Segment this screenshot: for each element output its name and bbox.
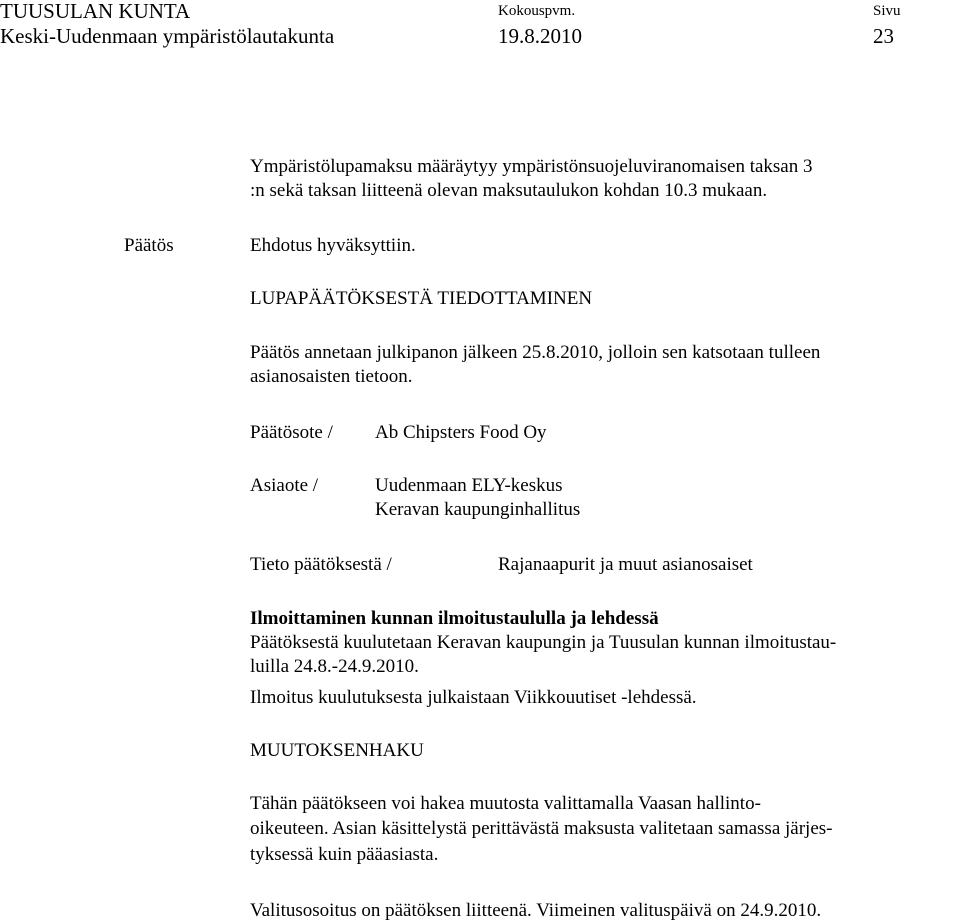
notice-line-1: Päätös annetaan julkipanon jälkeen 25.8.2010, jolloin sen katsotaan tulleen <box>250 342 821 363</box>
appeal-heading: MUUTOKSENHAKU <box>250 740 424 761</box>
extract-recipient-1: Uudenmaan ELY-keskus <box>375 475 563 496</box>
meeting-date: 19.8.2010 <box>498 24 582 48</box>
recipient-label: Päätösote / <box>250 422 333 443</box>
extract-recipient-2: Keravan kaupunginhallitus <box>375 499 581 520</box>
announce-line-2: luilla 24.8.-24.9.2010. <box>250 656 419 677</box>
decision-label: Päätös <box>124 235 174 256</box>
info-value: Rajanaapurit ja muut asianosaiset <box>498 554 753 575</box>
appeal-final: Valitusosoitus on päätöksen liitteenä. Viimeinen valituspäivä on 24.9.2010. <box>250 900 822 921</box>
recipient: Ab Chipsters Food Oy <box>375 422 547 443</box>
notice-line-2: asianosaisten tietoon. <box>250 366 413 387</box>
appeal-line-1: Tähän päätökseen voi hakea muutosta valittamalla Vaasan hallinto- <box>250 793 761 814</box>
board-name: Keski-Uudenmaan ympäristölautakunta <box>0 24 335 48</box>
notice-heading: LUPAPÄÄTÖKSESTÄ TIEDOTTAMINEN <box>250 288 593 309</box>
fee-line-2: :n sekä taksan liitteenä olevan maksutaulukon kohdan 10.3 mukaan. <box>250 180 768 201</box>
org-name: TUUSULAN KUNTA <box>0 0 191 23</box>
page-label: Sivu <box>873 3 901 19</box>
announce-line-3: Ilmoitus kuulutuksesta julkaistaan Viikkouutiset -lehdessä. <box>250 687 697 708</box>
meeting-date-label: Kokouspvm. <box>498 3 576 19</box>
extract-label: Asiaote / <box>250 475 319 496</box>
announce-line-1: Päätöksestä kuulutetaan Keravan kaupungin ja Tuusulan kunnan ilmoitustau- <box>250 632 837 653</box>
page-number: 23 <box>873 24 894 48</box>
fee-line-1: Ympäristölupamaksu määräytyy ympäristönsuojeluviranomaisen taksan 3 <box>250 156 813 177</box>
decision-text: Ehdotus hyväksyttiin. <box>250 235 416 256</box>
info-label: Tieto päätöksestä / <box>250 554 392 575</box>
appeal-line-2: oikeuteen. Asian käsittelystä perittävästä maksusta valitetaan samassa järjes- <box>250 818 833 839</box>
appeal-line-3: tyksessä kuin pääasiasta. <box>250 844 439 865</box>
announce-heading: Ilmoittaminen kunnan ilmoitustaululla ja lehdessä <box>250 608 659 629</box>
